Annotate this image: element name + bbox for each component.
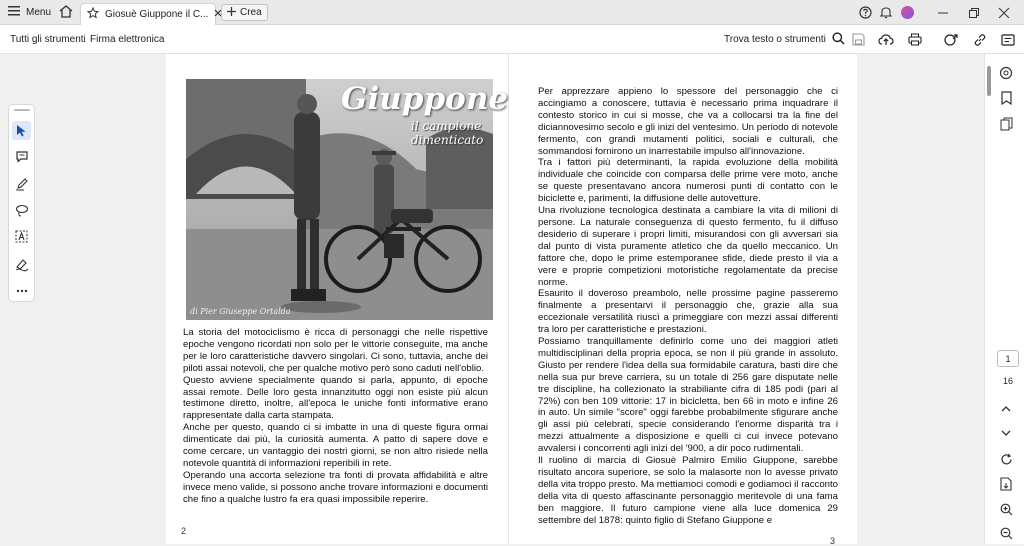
menu-label: Menu [26,7,52,18]
page-3-body [538,86,838,527]
text-recognition-tool-icon[interactable] [12,227,31,246]
plus-icon [227,7,236,19]
search-tools-button[interactable] [724,25,845,54]
home-button[interactable] [58,0,74,25]
paragraph: Il ruolino di marcia di Giosuè Palmiro Emilio Giuppone, sarebbe risultato ancora superiore, se solo la malasorte non lo avesse privato della vita troppo presto. Ma mettiamoci comodi e godiamoci il racconto della vita di questo affascinante personaggio meritevole di una fama ben maggiore. Il futuro campione viene alla luce domenica 29 settembre del 1878: quinto figlio di Stefano Giuppone e [538,455,838,526]
link-icon[interactable] [971,25,989,54]
page-number: 3 [830,536,836,546]
save-icon[interactable] [849,25,867,54]
tab-title: Giosuè Giuppone il C... [105,9,209,20]
cloud-upload-icon[interactable] [877,25,895,54]
paragraph: Questo avviene specialmente quando si parla, appunto, di epoche assai remote. Delle loro gesta innanzitutto oggi non esiste più alcun testimone diretto, inoltre, all'epoca le uniche fonti informative erano rappresentate dalla carta stampata. [183,374,488,422]
search-icon [832,32,845,48]
notifications-bell-icon[interactable] [879,0,893,25]
paragraph: Anche per questo, quando ci si imbatte in una di queste figura ormai dimenticate dai più, la curiosità aumenta. A patto di sapere dove e come cercare, un vantaggio dei nostri giorni, se non altro risiede nella notevole quantità di informazioni reperibili in rete. [183,422,488,469]
page-2 [166,54,509,544]
star-icon[interactable] [87,7,99,22]
paragraph: Tra i fattori più determinanti, la rapida evoluzione della mobilità individuale che coincide con comparsa delle prime vere moto, anche se queste presentavano ancora numerosi punti di contatto con le biciclette e, parimenti, la diffusione delle autovetture. [538,157,838,205]
total-pages: 16 [1002,376,1013,386]
title-bar [0,0,1024,25]
print-icon[interactable] [906,25,924,54]
photo-credit: di Pier Giuseppe Ortalda [190,307,291,316]
search-tools-label: Trova testo o strumenti [724,34,826,45]
draw-tool-icon[interactable] [12,174,31,193]
photo-subtitle-line-2: dimenticato [411,133,484,147]
lasso-tool-icon[interactable] [12,201,31,220]
right-rail [984,54,1024,544]
e-sign-button[interactable]: Firma elettronica [90,34,165,45]
close-window-icon[interactable] [996,0,1012,25]
page-3 [509,54,857,544]
previous-page-icon[interactable] [997,399,1015,417]
main-toolbar [0,25,1024,54]
paragraph: Possiamo tranquillamente definirlo come uno dei maggiori atleti multidisciplinari della propria epoca, se non il più grande in assoluto. Giusto per rendere l'idea della sua formidabile caratura, basti dire che nella sua pur breve carriera, su un totale di 256 gare disputate nelle tre discipline, ha collezionato la strabiliante cifra di 185 podi (pari al 72%) con ben 109 vittorie: 17 in bicicletta, ben 66 in moto e infine 26 in auto. Un simile "score" oggi farebbe probabilmente sfigurare anche gli assi più celebrati, specie considerando l'enorme disparità tra i mezzi attualmente a disposizione e quelli ci cui invece potevano avvalersi i concorrenti agli inizi del '900, a dir poco rudimentali. [538,336,838,455]
restore-icon[interactable] [966,0,982,25]
export-document-icon[interactable] [997,475,1015,493]
bookmark-icon[interactable] [997,89,1015,107]
all-tools-button[interactable]: Tutti gli strumenti [10,34,86,45]
document-tab[interactable] [80,3,216,25]
home-icon [59,5,73,21]
hamburger-icon [8,6,20,19]
current-page-input[interactable]: 1 [997,350,1019,367]
document-viewport[interactable] [38,54,984,544]
paragraph: Per apprezzare appieno lo spessore del personaggio che ci accingiamo a conoscere, tuttavia è necessario prima inquadrare il contesto storico in cui si mosse, che va a collocarsi tra la fine del diciannovesimo secolo e gli inizi del ventesimo. Un periodo di notevole fermento, con grandi mutamenti politici, sociali e culturali, che sommandosi fornirono un inarrestabile impulso all'innovazione. [538,86,838,157]
menu-button[interactable] [8,0,51,25]
help-icon[interactable] [858,0,872,25]
panel-grip[interactable] [14,109,30,111]
photo-title: Giuppone [341,81,509,117]
annotate-toolbar-icon[interactable] [999,25,1017,54]
page-2-body [183,327,488,506]
avatar[interactable] [901,6,914,19]
paragraph: Operando una accorta selezione tra fonti di provata affidabilità e altre invece meno valide, si possono anche trovare informazioni e documenti che fino a qualche lustro fa era quasi impossibile reperire. [183,469,488,505]
ai-assistant-icon[interactable] [997,64,1015,82]
historic-motorcycle-photo [186,79,509,320]
select-tool-icon[interactable] [12,121,31,140]
more-tools-icon[interactable] [12,281,31,300]
paragraph: Esaurito il doveroso preambolo, nelle prossime pagine passeremo finalmente a presentarvi il personaggio che, grazie alla sua eccezionale versatilità riuscì a primeggiare con mezzi assai differenti tra loro per caratteristiche e prestazioni. [538,288,838,336]
paragraph: Una rivoluzione tecnologica destinata a cambiare la vita di milioni di persone. La naturale conseguenza di questo fermento, fu il diffuso desiderio di superare i propri limiti, misurandosi con gli avversari sia dal punto di vista puramente atletico che da quello meccanico. Un fattore che, dopo le prime estemporanee sfide, diede presto il via a vere e proprie competizioni motoristiche regolamentate da precise norme. [538,205,838,288]
page-number: 2 [181,526,187,536]
zoom-out-icon[interactable] [997,524,1015,542]
next-page-icon[interactable] [997,424,1015,442]
zoom-in-icon[interactable] [997,500,1015,518]
create-button[interactable] [221,4,268,21]
comment-tool-icon[interactable] [12,147,31,166]
photo-subtitle-line-1: il campione [411,119,482,133]
scrollbar[interactable] [987,66,991,96]
share-icon[interactable] [942,25,960,54]
quick-tools-panel [8,104,35,302]
minimize-icon[interactable] [935,0,951,25]
create-label: Crea [240,7,262,18]
fill-sign-tool-icon[interactable] [12,254,31,273]
paragraph: La storia del motociclismo è ricca di personaggi che nelle rispettive epoche vengono ricordati non solo per le vittorie conseguite, ma anche per le loro caratteristiche davvero singolari. Ci sono, tuttavia, anche dei piloti assai notevoli, che per qualche motivo però sono caduti nell'oblio. [183,327,488,374]
pages-thumbnail-icon[interactable] [997,115,1015,133]
refresh-icon[interactable] [997,450,1015,468]
